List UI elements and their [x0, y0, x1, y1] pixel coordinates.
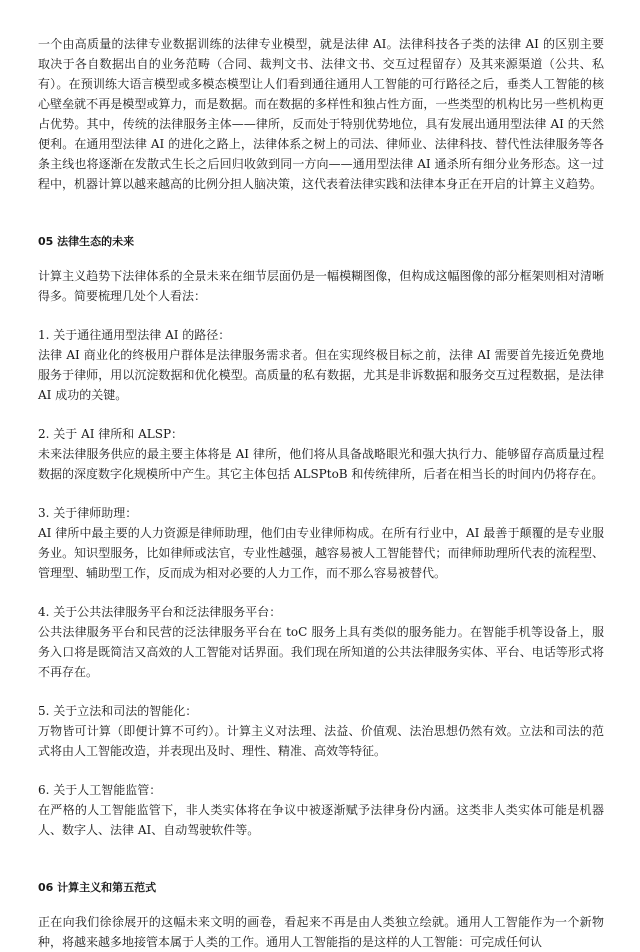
item-spacer: [38, 484, 604, 503]
item-5-title: 5. 关于立法和司法的智能化：: [38, 704, 198, 718]
section-6-intro: 正在向我们徐徐展开的这幅未来文明的画卷，看起来不再是由人类独立绘就。通用人工智能作为一个新物种，将越来越多地接管本属于人类的工作。通用人工智能指的是这样的人工智能：可完成任何认: [38, 915, 604, 949]
item-4-title: 4. 关于公共法律服务平台和泛法律服务平台：: [38, 605, 282, 619]
item-spacer: [38, 405, 604, 424]
item-3-title: 3. 关于律师助理：: [38, 506, 138, 520]
item-5-body: 万物皆可计算（即便计算不可约）。计算主义对法理、法益、价值观、法治思想仍然有效。立法和司法的范式将由人工智能改造，并表现出及时、理性、精准、高效等特征。: [38, 724, 604, 758]
item-6-title: 6. 关于人工智能监管：: [38, 783, 162, 797]
item-2-title: 2. 关于 AI 律所和 ALSP：: [38, 427, 184, 441]
item-1-title: 1. 关于通往通用型法律 AI 的路径：: [38, 328, 231, 342]
item-6-body: 在严格的人工智能监管下，非人类实体将在争议中被逐渐赋予法律身份内涵。这类非人类实体可能是机器人、数字人、法律 AI、自动驾驶软件等。: [38, 803, 604, 837]
section-spacer: [38, 194, 604, 232]
section-spacer: [38, 252, 604, 266]
section-spacer: [38, 898, 604, 912]
item-1-body: 法律 AI 商业化的终极用户群体是法律服务需求者。但在实现终极目标之前，法律 AI 需要首先接近免费地服务于律师，用以沉淀数据和优化模型。高质量的私有数据，尤其是非诉数据和服务交互过程数据，是法律 AI 成功的关键。: [38, 348, 604, 402]
item-spacer: [38, 682, 604, 701]
item-spacer: [38, 306, 604, 325]
item-3-body: AI 律所中最主要的人力资源是律师助理，他们由专业律师构成。在所有行业中，AI 最善于颠覆的是专业服务业。知识型服务，比如律师或法官，专业性越强，越容易被人工智能替代；而律师助理所代表的流程型、管理型、辅助型工作，反而成为相对必要的人力工作，而不那么容易被替代。: [38, 526, 604, 580]
section-5-heading: 05 法律生态的未来: [38, 235, 135, 248]
intro-paragraph: 一个由高质量的法律专业数据训练的法律专业模型，就是法律 AI。法律科技各子类的法律 AI 的区别主要取决于各自数据出自的业务范畴（合同、裁判文书、法律文书、交互过程留存）及其来源渠道（公共、私有）。在预训练大语言模型或多模态模型让人们看到通往通用人工智能的可行路径之后，垂类人工智能的核心壁垒就不再是模型或算力，而是数据。而在数据的多样性和独占性方面，一些类型的机构比另一些机构更占优势。其中，传统的法律服务主体——律所，反而处于特别优势地位，具有发展出通用型法律 AI 的天然便利。在通用型法律 AI 的进化之路上，法律体系之树上的司法、律师业、法律科技、替代性法律服务等各条主线也将逐渐在发散式生长之后回归收敛到同一方向——通用型法律 AI 通杀所有细分业务形态。这一过程中，机器计算以越来越高的比例分担人脑决策，这代表着法律实践和法律本身正在开启的计算主义趋势。: [38, 37, 604, 191]
document-page: [38, 34, 604, 952]
item-4-body: 公共法律服务平台和民营的泛法律服务平台在 toC 服务上具有类似的服务能力。在智能手机等设备上，服务入口将是既简洁又高效的人工智能对话界面。我们现在所知道的公共法律服务实体、平台、电话等形式将不再存在。: [38, 625, 604, 679]
section-5-intro: 计算主义趋势下法律体系的全景未来在细节层面仍是一幅模糊图像，但构成这幅图像的部分框架则相对清晰得多。简要梳理几处个人看法：: [38, 269, 604, 303]
item-spacer: [38, 761, 604, 780]
item-spacer: [38, 583, 604, 602]
section-6-heading: 06 计算主义和第五范式: [38, 881, 157, 894]
item-2-body: 未来法律服务供应的最主要主体将是 AI 律所，他们将从具备战略眼光和强大执行力、能够留存高质量过程数据的深度数字化规模所中产生。其它主体包括 ALSPtoB 和传统律所，后者在相当长的时间内仍将存在。: [38, 447, 604, 481]
section-spacer: [38, 840, 604, 878]
